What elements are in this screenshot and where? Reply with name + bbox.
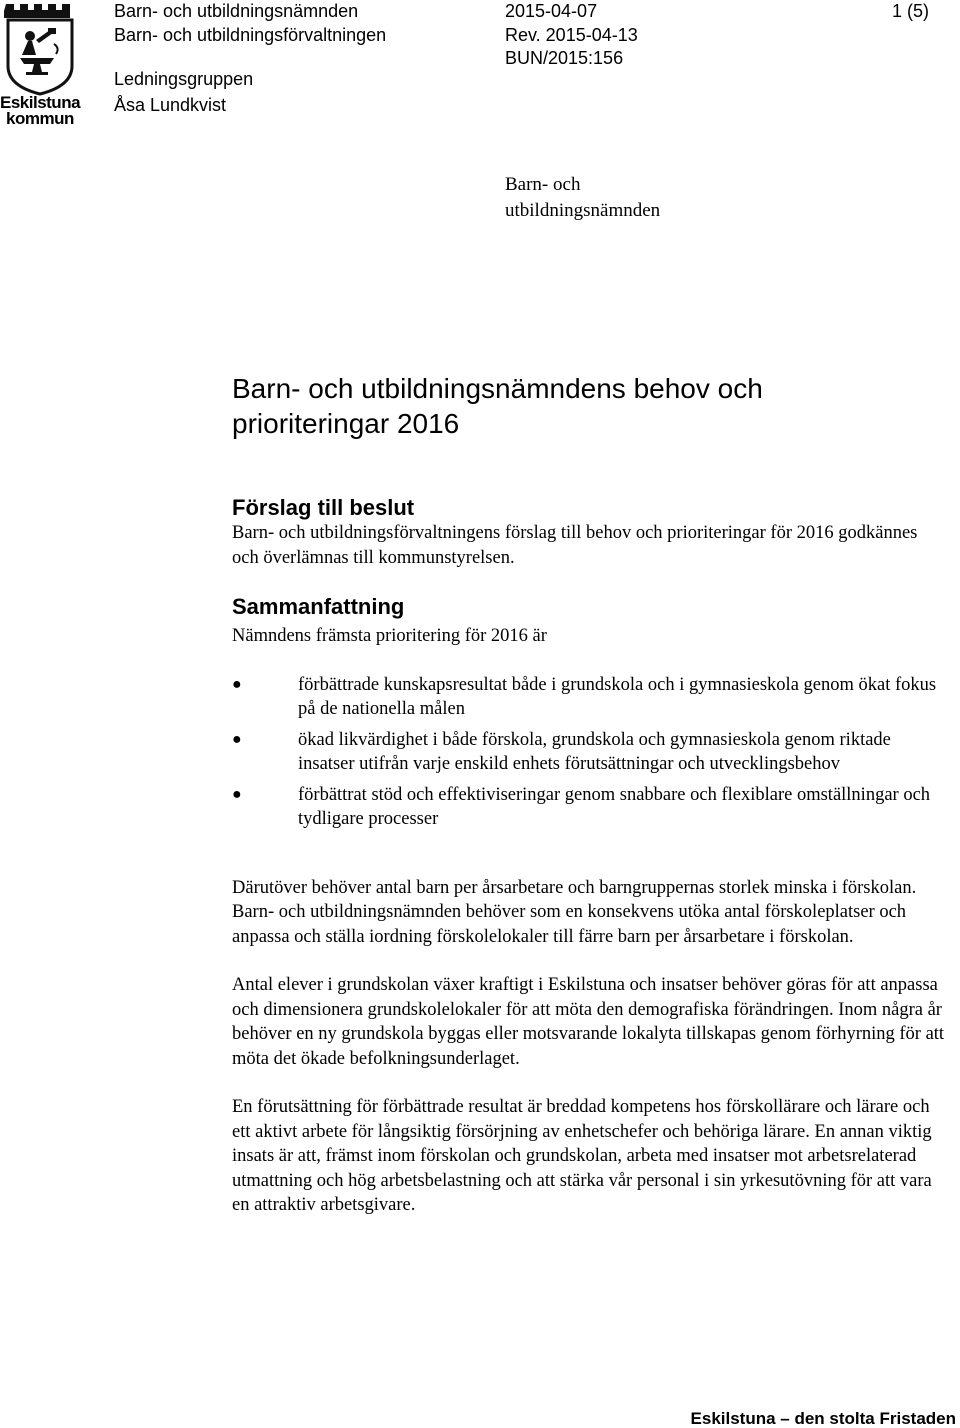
proposal-heading: Förslag till beslut: [232, 495, 415, 520]
list-item: [232, 783, 948, 832]
header-org-förvaltning: Barn- och utbildningsförvaltningen: [114, 25, 387, 45]
paragraph-competence: En förutsättning för förbättrade resultat är breddad kompetens hos förskollärare och lärare och ett aktivt arbete för långsiktig försörjning av enhetschefer och behöriga lärare. En annan viktig insats är att, främst inom förskolan och grundskolan, arbeta med insatser mot arbetsrelaterad utmattning och hög arbetsbelastning och att stärka vår personal i sin yrkesutövning för att vara en attraktiv arbetsgivare.: [232, 1097, 932, 1215]
recipient-line2: utbildningsnämnden: [505, 200, 661, 221]
header-date: 2015-04-07: [505, 1, 598, 21]
header-revision: Rev. 2015-04-13: [505, 25, 638, 45]
bullet-icon: ●: [232, 730, 242, 748]
list-item: [232, 673, 948, 722]
header-group: Ledningsgruppen: [114, 69, 254, 89]
header-reference: BUN/2015:156: [505, 48, 624, 68]
eskilstuna-logo: [0, 0, 81, 128]
coat-of-arms-icon: [4, 0, 76, 96]
page-number: 1 (5): [892, 1, 930, 21]
logo-text-line2: kommun: [6, 109, 74, 128]
header-org-nämnd: Barn- och utbildningsnämnden: [114, 1, 359, 21]
list-item: [232, 728, 948, 777]
list-item-text: ökad likvärdighet i både förskola, grundskola och gymnasieskola genom riktade insatser utifrån varje enskild enhets förutsättningar och utvecklingsbehov: [298, 729, 891, 774]
document-title-line2: prioriteringar 2016: [232, 408, 460, 439]
paragraph-compulsory-school: Antal elever i grundskolan växer kraftigt i Eskilstuna och insatser behöver göras för att anpassa och dimensionera grundskolelokaler för att möta den demografiska förändringen. Inom några år behöver en ny grundskola byggas eller motsvarande lokalyta tillskapas genom förhyrning för att möta det ökade befolkningsunderlaget.: [232, 975, 945, 1069]
document-body: [232, 371, 948, 1218]
summary-intro: Nämndens främsta prioritering för 2016 är: [232, 626, 547, 646]
recipient-line1: Barn- och: [505, 174, 581, 195]
bullet-icon: ●: [232, 675, 242, 693]
header-person: Åsa Lundkvist: [114, 95, 227, 115]
logo-text-line1: Eskilstuna: [0, 93, 81, 112]
priority-list: [232, 673, 948, 832]
proposal-text: Barn- och utbildningsförvaltningens förslag till behov och prioriteringar för 2016 godkännes och överlämnas till kommunstyrelsen.: [232, 523, 918, 568]
document-title: [232, 371, 948, 441]
paragraph-preschool: Därutöver behöver antal barn per årsarbetare och barngruppernas storlek minska i förskolan. Barn- och utbildningsnämnden behöver som en konsekvens utöka antal förskoleplatser och anpassa och ställa iordning förskolelokaler till färre barn per årsarbetare i förskolan.: [232, 877, 917, 947]
document-title-line1: Barn- och utbildningsnämndens behov och: [232, 373, 763, 404]
recipient: [505, 172, 660, 224]
bullet-icon: ●: [232, 785, 242, 803]
list-item-text: förbättrade kunskapsresultat både i grundskola och i gymnasieskola genom ökat fokus på de nationella målen: [298, 674, 937, 719]
list-item-text: förbättrat stöd och effektiviseringar genom snabbare och flexiblare omställningar och tydligare processer: [298, 784, 931, 829]
summary-heading: Sammanfattning: [232, 594, 405, 619]
footer-slogan: Eskilstuna – den stolta Fristaden: [690, 1409, 956, 1428]
